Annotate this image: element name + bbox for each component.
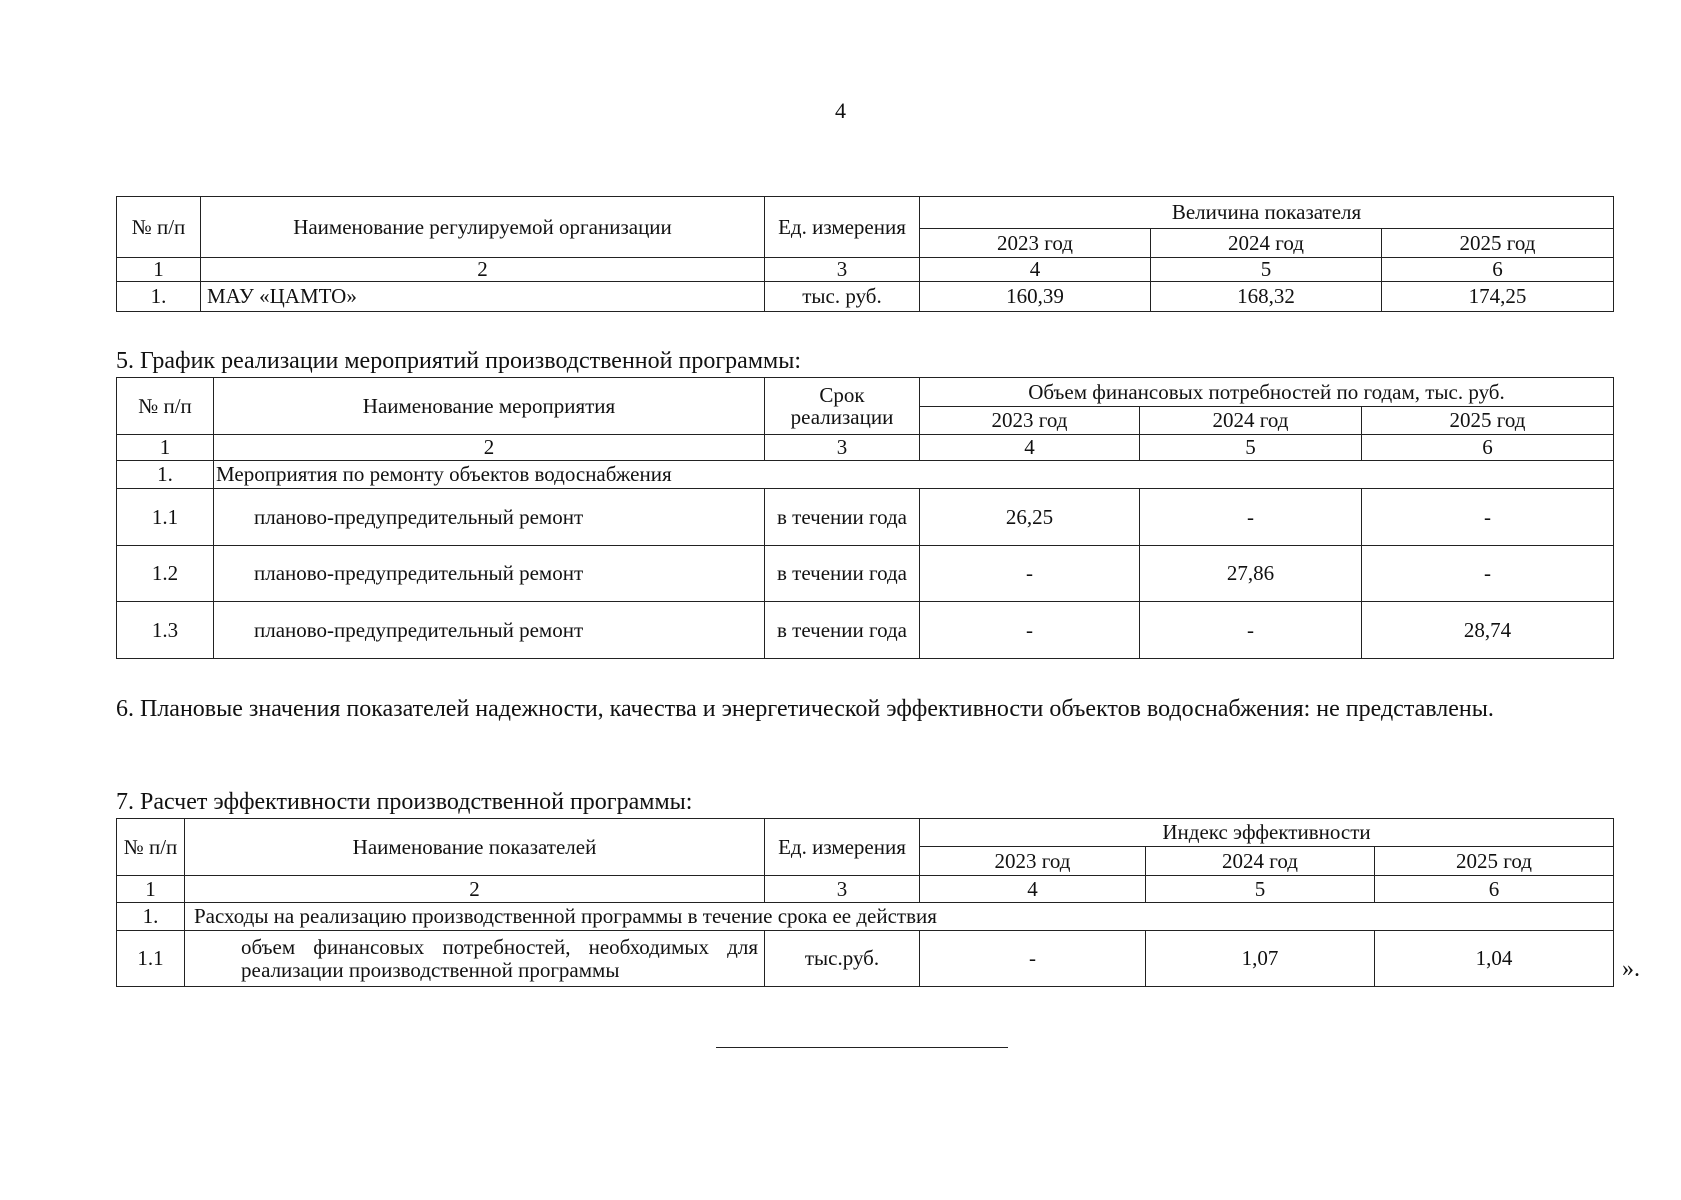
row-num: 1.1 xyxy=(117,931,185,987)
col-number: 4 xyxy=(920,435,1140,461)
col-number: 6 xyxy=(1362,435,1614,461)
table-row xyxy=(117,931,1614,987)
end-divider-line xyxy=(716,1047,1008,1048)
col-number: 2 xyxy=(214,435,765,461)
col-number: 1 xyxy=(117,435,214,461)
group-row xyxy=(117,461,1614,489)
section-6-text: 6. Плановые значения показателей надежности, качества и энергетической эффективности объектов водоснабжения: не представлены. xyxy=(116,696,1494,722)
col-number: 4 xyxy=(920,876,1146,903)
row-num: 1. xyxy=(117,282,201,312)
header-num: № п/п xyxy=(117,378,214,435)
value-2024: 1,07 xyxy=(1146,931,1375,987)
group-num: 1. xyxy=(117,903,185,931)
group-num: 1. xyxy=(117,461,214,489)
col-number: 1 xyxy=(117,258,201,282)
header-year-2025: 2025 год xyxy=(1375,847,1614,876)
header-year-2024: 2024 год xyxy=(1151,229,1382,258)
header-year-2025: 2025 год xyxy=(1362,407,1614,435)
value-2024: 168,32 xyxy=(1151,282,1382,312)
col-number: 5 xyxy=(1146,876,1375,903)
value-2025: - xyxy=(1362,546,1614,602)
term: в течении года xyxy=(765,546,920,602)
page-number: 4 xyxy=(835,98,846,123)
value-2024: 27,86 xyxy=(1140,546,1362,602)
section-7-heading: 7. Расчет эффективности производственной программы: xyxy=(116,789,693,815)
header-financial-needs: Объем финансовых потребностей по годам, тыс. руб. xyxy=(920,378,1614,407)
value-2024: - xyxy=(1140,602,1362,659)
header-year-2023: 2023 год xyxy=(920,407,1140,435)
header-num: № п/п xyxy=(117,197,201,258)
row-num: 1.3 xyxy=(117,602,214,659)
row-unit: тыс. руб. xyxy=(765,282,920,312)
col-number: 6 xyxy=(1382,258,1614,282)
value-2025: - xyxy=(1362,489,1614,546)
col-number: 3 xyxy=(765,258,920,282)
value-2023: 160,39 xyxy=(920,282,1151,312)
header-year-2025: 2025 год xyxy=(1382,229,1614,258)
header-year-2023: 2023 год xyxy=(920,847,1146,876)
row-num: 1.2 xyxy=(117,546,214,602)
closing-quote: ». xyxy=(1622,956,1640,982)
value-2023: - xyxy=(920,546,1140,602)
value-2025: 174,25 xyxy=(1382,282,1614,312)
value-2025: 28,74 xyxy=(1362,602,1614,659)
row-unit: тыс.руб. xyxy=(765,931,920,987)
col-number: 6 xyxy=(1375,876,1614,903)
col-number: 5 xyxy=(1151,258,1382,282)
col-number: 1 xyxy=(117,876,185,903)
table-row xyxy=(117,546,1614,602)
header-term: Срок реализации xyxy=(765,378,920,435)
header-organization-name: Наименование регулируемой организации xyxy=(201,197,765,258)
organization-name: МАУ «ЦАМТО» xyxy=(201,282,765,312)
value-2024: - xyxy=(1140,489,1362,546)
col-number: 3 xyxy=(765,435,920,461)
header-measure-name: Наименование мероприятия xyxy=(214,378,765,435)
value-2025: 1,04 xyxy=(1375,931,1614,987)
measure-name: планово-предупредительный ремонт xyxy=(214,546,765,602)
value-2023: 26,25 xyxy=(920,489,1140,546)
efficiency-table xyxy=(116,818,1614,987)
term: в течении года xyxy=(765,602,920,659)
header-year-2024: 2024 год xyxy=(1140,407,1362,435)
col-number: 4 xyxy=(920,258,1151,282)
header-year-2023: 2023 год xyxy=(920,229,1151,258)
header-num: № п/п xyxy=(117,819,185,876)
header-indicator-name: Наименование показателей xyxy=(185,819,765,876)
header-indicator-value: Величина показателя xyxy=(920,197,1614,229)
group-name: Расходы на реализацию производственной программы в течение срока ее действия xyxy=(185,903,1614,931)
value-2023: - xyxy=(920,931,1146,987)
section-5-heading: 5. График реализации мероприятий производственной программы: xyxy=(116,348,801,374)
header-unit: Ед. измерения xyxy=(765,819,920,876)
table-row xyxy=(117,282,1614,312)
indicator-name: объем финансовых потребностей, необходимых для реализации производственной программы xyxy=(185,931,765,987)
table-row xyxy=(117,602,1614,659)
header-efficiency-index: Индекс эффективности xyxy=(920,819,1614,847)
group-row xyxy=(117,903,1614,931)
measure-name: планово-предупредительный ремонт xyxy=(214,602,765,659)
col-number: 2 xyxy=(201,258,765,282)
row-num: 1.1 xyxy=(117,489,214,546)
table-row xyxy=(117,489,1614,546)
measure-name: планово-предупредительный ремонт xyxy=(214,489,765,546)
col-number: 3 xyxy=(765,876,920,903)
col-number: 5 xyxy=(1140,435,1362,461)
organization-indicator-table xyxy=(116,196,1614,312)
col-number: 2 xyxy=(185,876,765,903)
header-unit: Ед. измерения xyxy=(765,197,920,258)
value-2023: - xyxy=(920,602,1140,659)
group-name: Мероприятия по ремонту объектов водоснабжения xyxy=(214,461,1614,489)
header-year-2024: 2024 год xyxy=(1146,847,1375,876)
schedule-table xyxy=(116,377,1614,659)
term: в течении года xyxy=(765,489,920,546)
